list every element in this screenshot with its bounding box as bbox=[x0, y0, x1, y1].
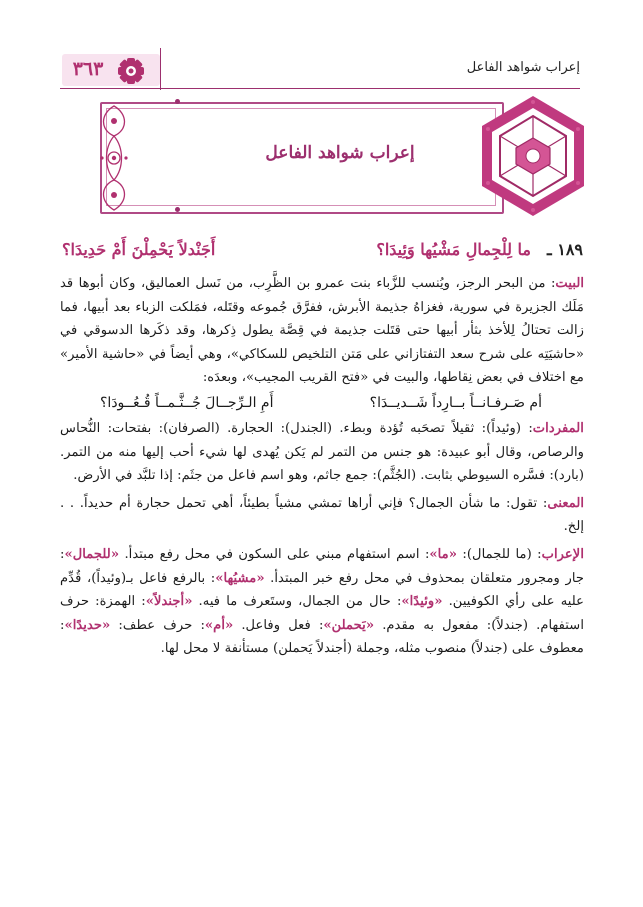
irab-text: : بالرفع فاعل بـ(وئيداً)، قُدِّم عليه على رأي الكوفيين. bbox=[60, 570, 584, 610]
verse-hemistich-2: أَجَنْدلاً يَحْمِلْنَ أَمْ حَدِيدَا؟ bbox=[62, 240, 216, 259]
follow-verse-hemistich-2: أَمِ الـرِّجــالَ جُــثَّـمــاً قُـعُــودَا؟ bbox=[100, 394, 274, 411]
bayt-line-3: جُموعه وقتَله، فمَلكت الزباء بعد أبيها، فما زالت تحتالُ لِلأخذ بثأر أبيها حتى bbox=[60, 299, 584, 339]
irab-text: : حرف عطف: bbox=[110, 617, 205, 633]
section-irab bbox=[60, 543, 584, 661]
bayt-line-2: العماليق، وكان أبوها قد مَلَك الجزيرة في سورية، فغزاهُ جذيمة الأبرش، ففرَّق bbox=[60, 276, 584, 315]
verse-hemistich-1: ما لِلْجِمالِ مَشْيُها وَئِيدَا؟ bbox=[376, 240, 531, 259]
header-divider bbox=[160, 48, 161, 90]
section-label-mufradat: المفردات bbox=[532, 420, 584, 436]
irab-text: : جار ومجرور متعلقان بمحذوف في محل رفع خبر المبتدأ. bbox=[60, 546, 584, 586]
bayt-line-6: اختلاف في بعض نِقاطها، والبيت في «فتح القريب المجيب»، وبعدَه: bbox=[202, 370, 566, 386]
section-mufradat bbox=[60, 417, 584, 488]
irab-text: الجمال، وستَعرف ما فيه. bbox=[192, 594, 340, 610]
follow-verse-hemistich-1: أم صَـرفـانــاً بــارِداً شَــديــدَا؟ bbox=[369, 394, 542, 411]
frame-dot bbox=[175, 99, 180, 104]
irab-keyword: «أجندلاً» bbox=[145, 594, 193, 610]
irab-text: : حال من bbox=[345, 594, 402, 610]
irab-keyword: «مشيُها» bbox=[215, 570, 265, 586]
section-label-bayt: البيت bbox=[555, 276, 584, 291]
irab-text: : (ما للجمال): bbox=[457, 546, 542, 562]
maana-line-1: : تقول: ما شأن الجمال؟ فإني أراها تمشي مشياً بطيئاً، أهي تحمل bbox=[176, 495, 548, 511]
irab-text: مقدم. bbox=[374, 617, 416, 633]
bayt-line-1: : من البحر الرجز، ويُنسب للزَّباء بنت عمرو بن الظَّرِب، من نَسل bbox=[195, 276, 556, 291]
irab-text: : معطوف على bbox=[60, 617, 584, 657]
mufradat-line-3: يَكن يُهدى لها شيء أحب إليها منه من التمر. (بارد): فسَّره السيوطي بثابت. bbox=[60, 444, 584, 484]
section-bayt bbox=[60, 272, 584, 390]
bayt-line-4: قتَلت جذيمة في قِصَّة يطول ذِكرها، وقد ذكَرها الدسوقي في «حاشيَتِه على شرح bbox=[60, 323, 584, 362]
bayt-line-5: سعد التفتازاني على مَتن التلخيص للسكاكي»، وهي أيضاً في «حاشية الأمير» مع bbox=[60, 346, 584, 386]
maana-line-2: حجارة أم حديداً. . . إلخ. bbox=[60, 495, 584, 535]
chapter-title: إعراب شواهد الفاعل bbox=[265, 143, 415, 163]
running-title: إعراب شواهد الفاعل bbox=[466, 60, 580, 75]
irab-keyword: «حديدًا» bbox=[64, 617, 111, 633]
section-label-maana: المعنى bbox=[547, 495, 584, 511]
mufradat-line-1: : (وئيداً): ثقيلاً تصحَبه تُؤدة وبطء. (الجندل): الحجارة. bbox=[227, 420, 533, 436]
section-maana bbox=[60, 492, 584, 539]
irab-keyword: «يَحملن» bbox=[323, 617, 375, 633]
section-label-irab: الإعراب bbox=[541, 546, 584, 562]
irab-keyword: «ما» bbox=[429, 546, 457, 562]
page-number: ٣٦٣ bbox=[72, 58, 104, 80]
verse-line bbox=[62, 240, 583, 266]
follow-verse bbox=[60, 390, 584, 417]
irab-text: : فعل وفاعل. bbox=[233, 617, 324, 633]
geometric-medallion-icon bbox=[478, 92, 588, 220]
page-number-ornament-icon bbox=[116, 56, 146, 86]
floral-corner-ornament-icon bbox=[92, 96, 136, 220]
irab-text: : الهمزة: حرف استفهام. (جندلاً): مفعول به bbox=[60, 594, 584, 633]
irab-text: : اسم استفهام مبني على السكون في محل رفع bbox=[159, 546, 430, 562]
verse-number: ١٨٩ ـ bbox=[546, 240, 583, 259]
header-rule bbox=[60, 88, 580, 89]
body-text bbox=[60, 272, 584, 661]
mufradat-line-4: (الجُثَّم): جمع جاثم، وهو اسم فاعل من جثَم: إذا تلبَّد في الأرض. bbox=[73, 468, 417, 484]
mufradat-line-2: (الصرفان): بفتحات: النُّحاس والرصاص، وقال أبو عبيدة: هو جنس من التمر لم bbox=[60, 420, 584, 460]
irab-keyword: «أم» bbox=[204, 617, 234, 633]
frame-dot bbox=[175, 207, 180, 212]
irab-keyword: «للجمال» bbox=[64, 546, 120, 562]
irab-text: مبتدأ. bbox=[119, 546, 155, 562]
irab-text: (جندلاً) منصوب مثله، وجملة (أجندلاً يَحملن) مستأنفة لا محل لها. bbox=[160, 641, 508, 657]
irab-keyword: «وئيدًا» bbox=[401, 594, 443, 610]
